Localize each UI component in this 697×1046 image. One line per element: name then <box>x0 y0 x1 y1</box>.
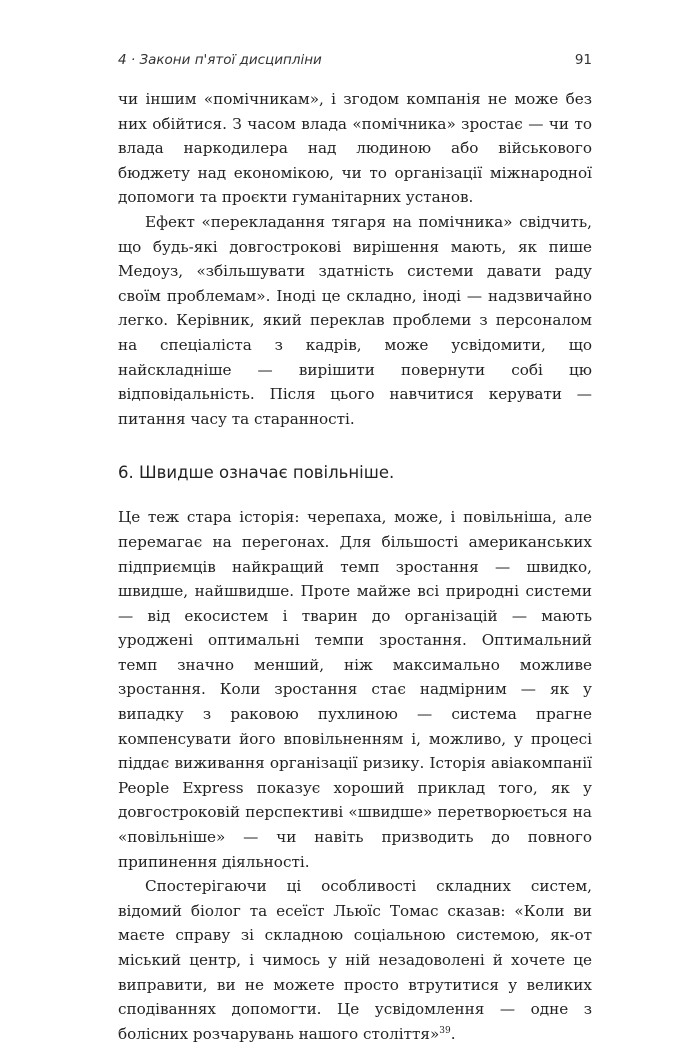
paragraph-continuation: чи іншим «помічникам», і згодом компанія не може без них обійтися. З часом влада «помічника» зростає — чи то влада наркодилера над людиною або військового бюджету над економікою, чи то організації міжнародної допомоги та проєкти гуманітарних установ. <box>118 90 592 207</box>
quote-text: Спостерігаючи ці особливості складних систем, відомий біолог та есеїст Льюїс Томас сказав: «Коли ви маєте справу зі складною соціальною системою, як-от міський центр, і чимось у ній незадоволені й хочете це виправити, ви не можете просто втрутитися у великих сподіваннях допомогти. Це усвідомлення — одне з болісних розчарувань нашого століття» <box>118 877 592 1043</box>
section-heading: 6. Швидше означає повільніше. <box>118 463 395 483</box>
page-number: 91 <box>574 52 592 68</box>
chapter-title: 4 · Закони п'ятої дисципліни <box>118 52 322 68</box>
quote-end: . <box>450 1024 456 1043</box>
paragraph-shifting-burden: Ефект «перекладання тягаря на помічника» свідчить, що будь-які довгострокові вирішення мають, як пише Медоуз, «збільшувати здатність системи давати раду своїм проблемам». Іноді це складно, іноді — надзвичайно легко. Керівник, який переклав проблеми з персоналом на спеціаліста з кадрів, може усвідомити, що найскладніше — вирішити повернути собі цю відповідальність. Після цього навчитися керувати — питання часу та старанності. <box>118 212 592 428</box>
footnote-marker: 39 <box>439 1025 451 1036</box>
paragraph-lewis-thomas <box>118 874 592 1046</box>
paragraph-faster-is-slower: Це теж стара історія: черепаха, може, і повільніша, але перемагає на перегонах. Для більшості американських підприємців найкращий темп зростання — швидко, швидше, найшвидше. Проте майже всі природні системи — від екосистем і тварин до організацій — мають уроджені оптимальні темпи зростання. Оптимальний темп значно менший, ніж максимально можливе зростання. Коли зростання стає надмірним — як у випадку з раковою пухлиною — система прагне компенсувати його вповільненням і, можливо, у процесі піддає виживання організації ризику. Історія авіакомпанії People Express показує хороший приклад того, як у довгостроковій перспективі «швидше» перетворюється на «повільніше» — чи навіть призводить до повного припинення діяльності. <box>118 508 592 871</box>
body-text <box>118 87 592 1046</box>
running-header <box>118 52 592 72</box>
